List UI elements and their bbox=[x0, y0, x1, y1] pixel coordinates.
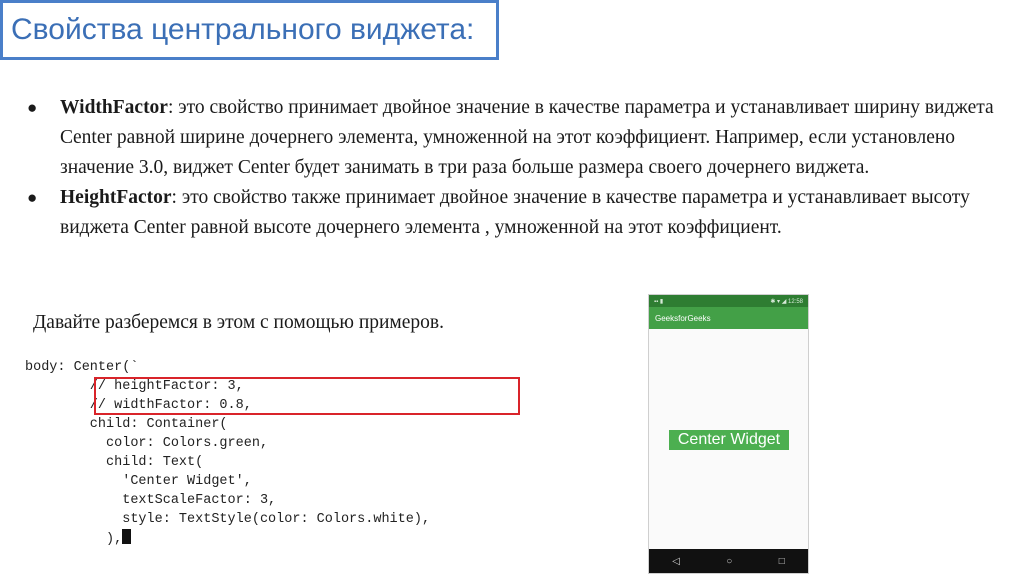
code-line: style: TextStyle(color: Colors.white), bbox=[25, 512, 431, 527]
code-line: color: Colors.green, bbox=[25, 436, 269, 451]
code-line: child: Container( bbox=[25, 417, 228, 432]
code-line-text: ), bbox=[25, 532, 123, 547]
code-line: body: Center(` bbox=[25, 360, 139, 375]
nav-bar bbox=[649, 549, 808, 573]
status-bar bbox=[649, 295, 808, 307]
title-box bbox=[0, 0, 499, 60]
bullet-width-factor bbox=[24, 93, 1014, 183]
app-screen bbox=[649, 329, 808, 549]
bullet-dot-icon: ● bbox=[27, 188, 38, 207]
app-bar bbox=[649, 307, 808, 329]
code-line-last bbox=[25, 529, 430, 548]
bullet-term: WidthFactor bbox=[60, 97, 168, 118]
app-bar-title: GeeksforGeeks bbox=[655, 313, 711, 323]
code-line: 'Center Widget', bbox=[25, 474, 252, 489]
intro-text: Давайте разберемся в этом с помощью примеров. bbox=[33, 312, 445, 333]
code-highlight-box bbox=[94, 377, 520, 415]
text-cursor bbox=[122, 529, 131, 544]
code-line: child: Text( bbox=[25, 455, 204, 470]
status-right-icons: ✱ ▾ ◢ 12:58 bbox=[770, 298, 803, 305]
bullet-text: : это свойство принимает двойное значение в качестве параметра и устанавливает ширину виджета Center равной ширине дочернего элемента, умноженной на этот коэффициент. Например, если установлено значение 3.0, виджет Center будет занимать в три раза больше размера своего дочернего виджета. bbox=[60, 97, 994, 178]
code-line: // heightFactor: 3, bbox=[25, 379, 244, 394]
bullet-text: : это свойство также принимает двойное значение в качестве параметра и устанавливает высоту виджета Center равной высоте дочернего элемента , умноженной на этот коэффициент. bbox=[60, 187, 970, 238]
back-icon[interactable]: ◁ bbox=[672, 555, 680, 567]
bullet-dot-icon: ● bbox=[27, 98, 38, 117]
status-left-icons: ▪▪ ▮ bbox=[654, 298, 664, 305]
phone-screenshot bbox=[648, 294, 809, 574]
home-icon[interactable]: ○ bbox=[726, 555, 733, 567]
bullet-term: HeightFactor bbox=[60, 187, 172, 208]
recent-apps-icon[interactable]: □ bbox=[778, 555, 785, 567]
bullet-list bbox=[24, 93, 1014, 243]
bullet-height-factor bbox=[24, 183, 1014, 243]
code-line: textScaleFactor: 3, bbox=[25, 493, 277, 508]
center-widget: Center Widget bbox=[669, 430, 789, 450]
code-line: // widthFactor: 0.8, bbox=[25, 398, 252, 413]
page-title: Свойства центрального виджета: bbox=[11, 13, 475, 46]
